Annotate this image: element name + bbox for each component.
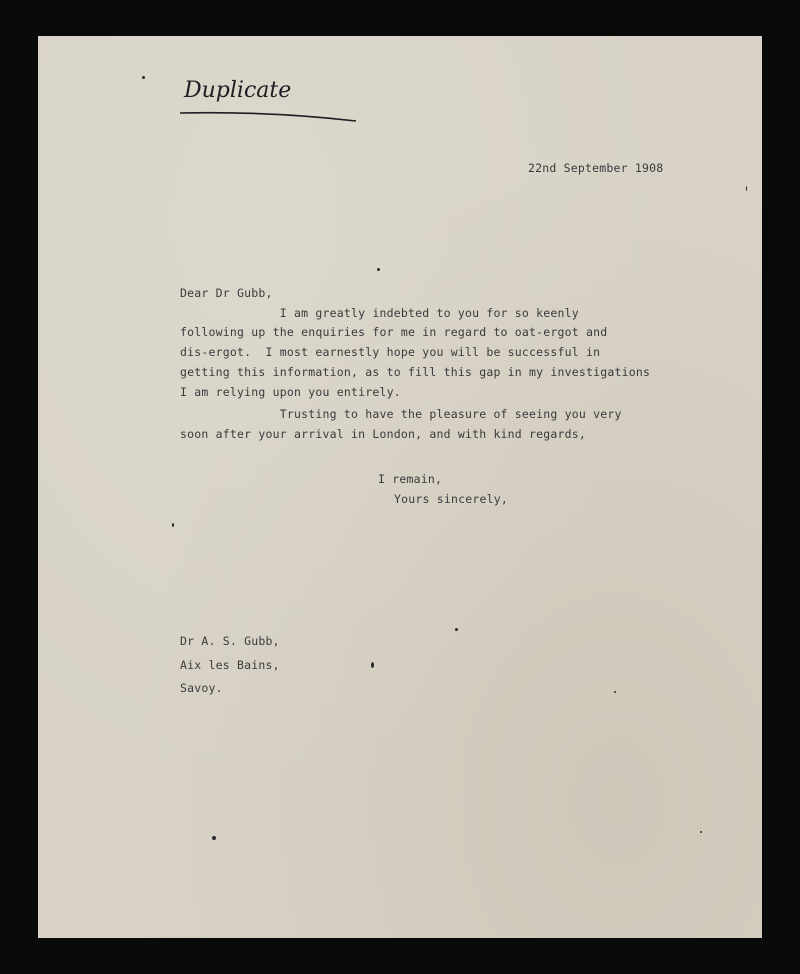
address-line: Dr A. S. Gubb,	[180, 634, 280, 648]
paper-speck	[172, 523, 174, 527]
address-line: Aix les Bains,	[180, 658, 280, 672]
paper-speck	[700, 831, 702, 833]
annotation-underline	[178, 109, 358, 123]
paper-speck	[614, 691, 616, 693]
letter-page	[38, 36, 762, 938]
paper-speck	[142, 76, 145, 79]
closing-signoff: Yours sincerely,	[394, 492, 508, 506]
body-line: getting this information, as to fill this gap in my investigations	[180, 365, 651, 379]
paper-speck	[371, 662, 374, 668]
body-line: I am greatly indebted to you for so keenly	[180, 306, 579, 320]
body-line: following up the enquiries for me in regard to oat-ergot and	[180, 325, 608, 339]
body-line: I am relying upon you entirely.	[180, 385, 401, 399]
address-line: Savoy.	[180, 681, 223, 695]
duplicate-annotation: Duplicate	[184, 78, 292, 103]
paper-speck	[455, 628, 458, 631]
letter-date: 22nd September 1908	[528, 161, 664, 175]
paper-speck	[212, 836, 216, 840]
closing-remain: I remain,	[378, 472, 443, 486]
body-line: soon after your arrival in London, and with kind regards,	[180, 427, 587, 441]
body-line: dis-ergot. I most earnestly hope you will be successful in	[180, 345, 601, 359]
salutation: Dear Dr Gubb,	[180, 286, 273, 300]
paper-speck	[746, 186, 747, 191]
body-line: Trusting to have the pleasure of seeing you very	[180, 407, 622, 421]
paper-speck	[377, 268, 380, 271]
